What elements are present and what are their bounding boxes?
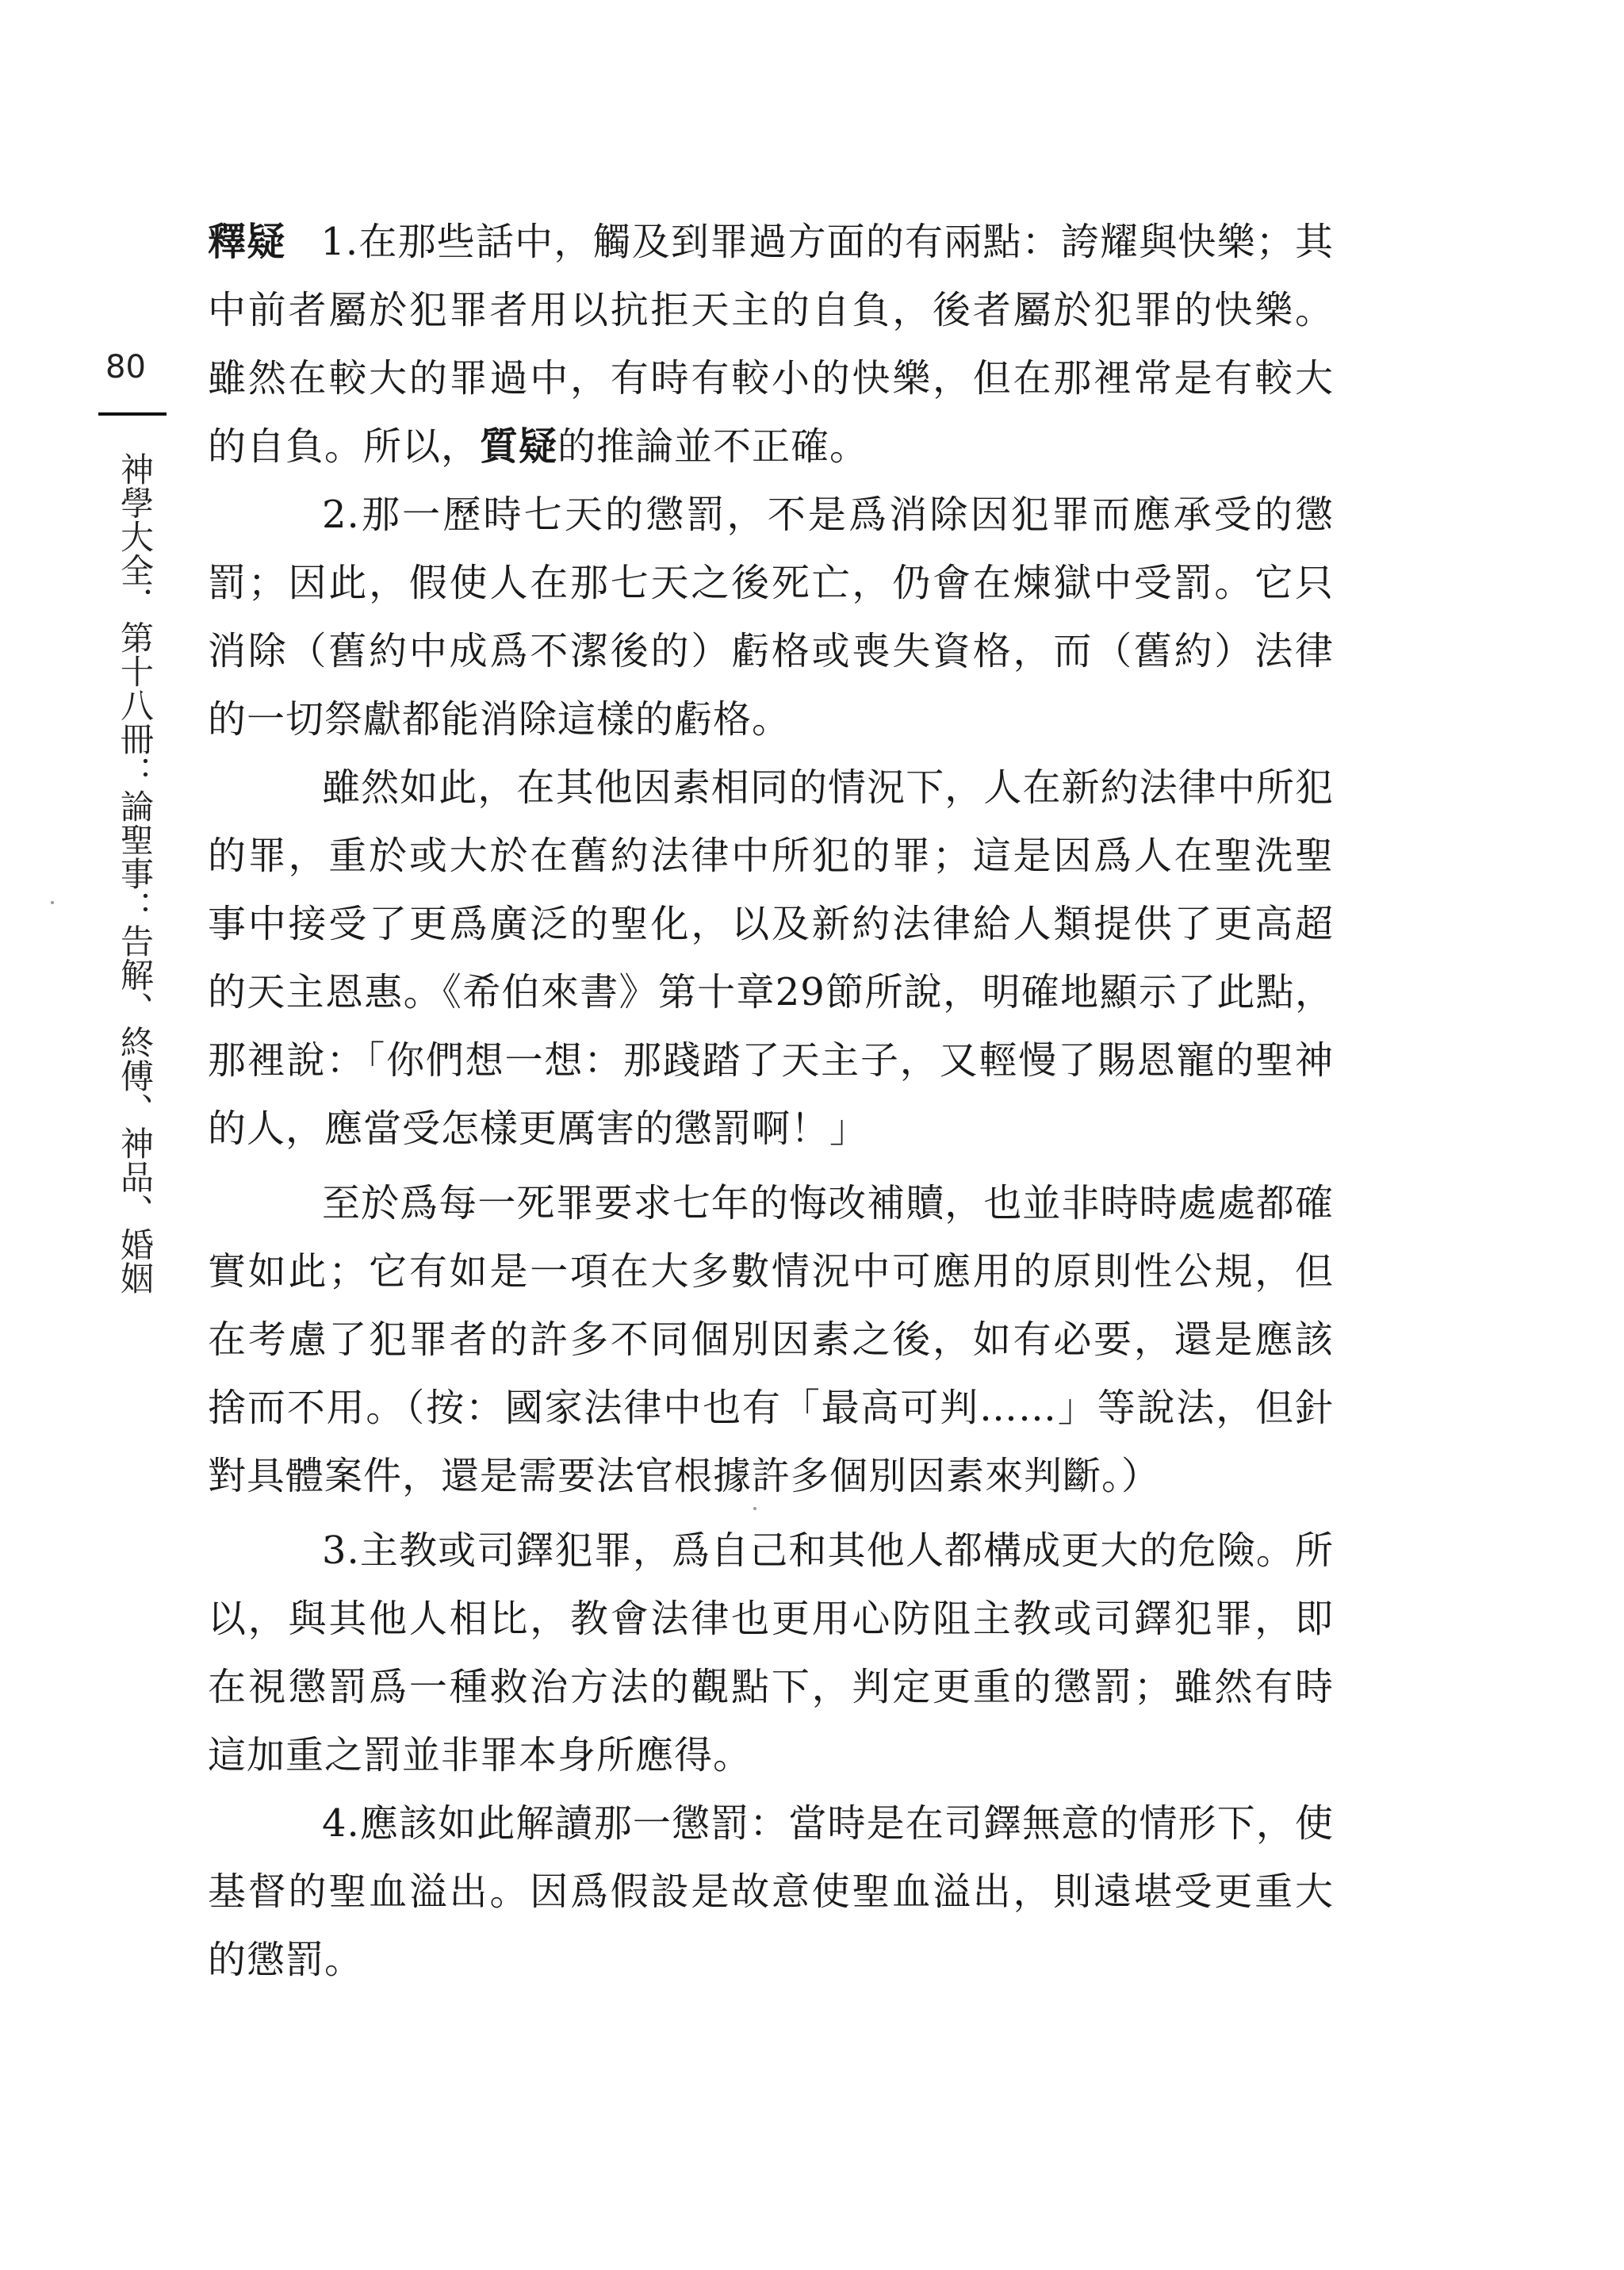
- reply-1: [208, 208, 1334, 481]
- running-head: 神學大全．第十八冊：論聖事：告解、終傅、神品、婚姻: [116, 452, 155, 1295]
- page-number: 80: [105, 349, 146, 385]
- scan-speck: [51, 901, 54, 904]
- header-rule: [98, 412, 167, 416]
- reply-2: 2.那一歷時七天的懲罰，不是爲消除因犯罪而應承受的懲罰；因此，假使人在那七天之後死亡，仍會在煉獄中受罰。它只消除（舊約中成爲不潔後的）虧格或喪失資格，而（舊約）法律的一切祭獻都能消除這樣的虧格。: [208, 493, 1334, 742]
- reply-4: 4.應該如此解讀那一懲罰：當時是在司鐸無意的情形下，使基督的聖血溢出。因爲假設是故意使聖血溢出，則遠堪受更重大的懲罰。: [208, 1801, 1334, 1982]
- reply-label: 釋疑: [208, 220, 286, 264]
- reply-1-text-a: 1.在那些話中，觸及到罪過方面的有兩點：誇耀與快樂；其中前者屬於犯罪者用以抗拒天主的自負，後者屬於犯罪的快樂。雖然在較大的罪過中，有時有較小的快樂，但在那裡常是有較大的自負。所以，: [208, 220, 1334, 469]
- objection-term: 質疑: [480, 424, 558, 469]
- reply-2-note: 至於爲每一死罪要求七年的悔改補贖，也並非時時處處都確實如此；它有如是一項在大多數情況中可應用的原則性公規，但在考慮了犯罪者的許多不同個別因素之後，如有必要，還是應該捨而不用。（按：國家法律中也有「最高可判……」等說法，但針對具體案件，還是需要法官根據許多個別因素來判斷。）: [208, 1181, 1334, 1498]
- reply-2-continuation: 雖然如此，在其他因素相同的情況下，人在新約法律中所犯的罪，重於或大於在舊約法律中所犯的罪；這是因爲人在聖洗聖事中接受了更爲廣泛的聖化，以及新約法律給人類提供了更高超的天主恩惠。《希伯來書》第十章29節所說，明確地顯示了此點，那裡說：「你們想一想：那踐踏了天主子，又輕慢了賜恩寵的聖神的人，應當受怎樣更厲害的懲罰啊！」: [208, 765, 1334, 1151]
- reply-1-text-b: 的推論並不正確。: [557, 424, 869, 469]
- page-body: [208, 208, 1334, 1994]
- scan-speck: [753, 1507, 756, 1510]
- reply-3: 3.主教或司鐸犯罪，爲自己和其他人都構成更大的危險。所以，與其他人相比，教會法律也更用心防阻主教或司鐸犯罪，即在視懲罰爲一種救治方法的觀點下，判定更重的懲罰；雖然有時這加重之罰並非罪本身所應得。: [208, 1528, 1334, 1777]
